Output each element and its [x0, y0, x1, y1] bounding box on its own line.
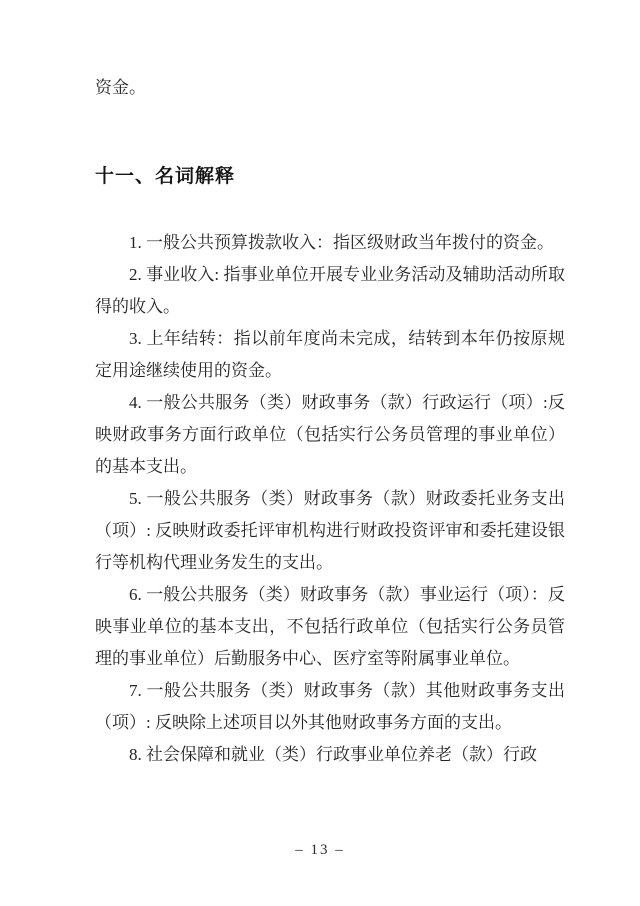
glossary-list	[95, 227, 565, 771]
page-content	[95, 0, 565, 771]
page-number: – 13 –	[295, 842, 345, 858]
glossary-item-3: 3. 上年结转：指以前年度尚未完成，结转到本年仍按原规定用途继续使用的资金。	[95, 329, 565, 380]
carryover-paragraph-fragment: 资金。	[95, 78, 146, 97]
glossary-item-6: 6. 一般公共服务（类）财政事务（款）事业运行（项）：反映事业单位的基本支出，不包括行政单位（包括实行公务员管理的事业单位）后勤服务中心、医疗室等附属事业单位。	[95, 585, 565, 668]
glossary-item-2: 2. 事业收入: 指事业单位开展专业业务活动及辅助活动所取得的收入。	[95, 265, 565, 316]
glossary-item-1: 1. 一般公共预算拨款收入：指区级财政当年拨付的资金。	[129, 233, 554, 252]
glossary-item-5: 5. 一般公共服务（类）财政事务（款）财政委托业务支出（项）: 反映财政委托评审机构进行财政投资评审和委托建设银行等机构代理业务发生的支出。	[95, 489, 565, 572]
glossary-item-7: 7. 一般公共服务（类）财政事务（款）其他财政事务支出（项）: 反映除上述项目以外其他财政事务方面的支出。	[95, 681, 565, 732]
section-heading: 十一、名词解释	[95, 166, 236, 187]
glossary-item-8: 8. 社会保障和就业（类）行政事业单位养老（款）行政	[129, 745, 537, 764]
glossary-item-4: 4. 一般公共服务（类）财政事务（款）行政运行（项）:反映财政事务方面行政单位（包括实行公务员管理的事业单位）的基本支出。	[95, 393, 565, 476]
